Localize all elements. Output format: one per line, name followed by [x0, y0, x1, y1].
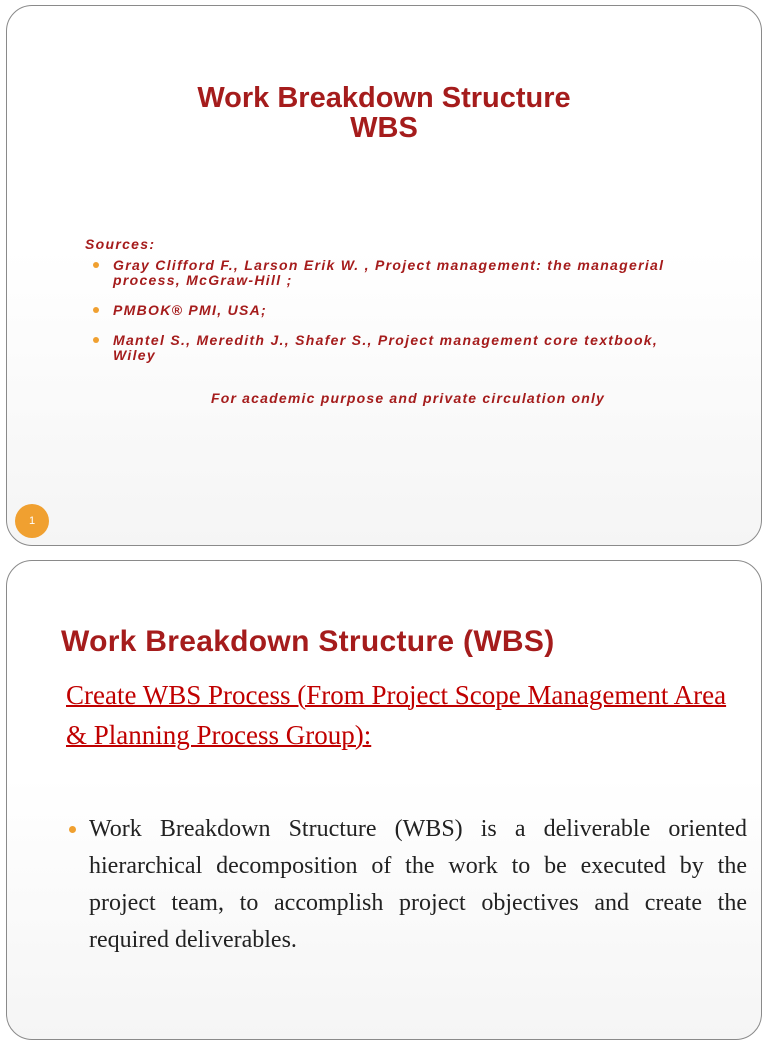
sources-list: [85, 258, 685, 363]
slide-1: [6, 5, 762, 546]
slide-2: [6, 560, 762, 1040]
slide-1-title-line2: WBS: [350, 112, 418, 144]
slide-1-title: [7, 83, 761, 143]
page-number-badge: 1: [15, 504, 49, 538]
slide-1-title-line1: Work Breakdown Structure: [197, 82, 571, 114]
sources-heading: Sources:: [85, 236, 156, 252]
source-item: Gray Clifford F., Larson Erik W. , Project management: the managerial process, McGraw-Hill ;: [85, 258, 685, 288]
slide-2-body: [65, 811, 747, 959]
slide-2-subtitle: Create WBS Process (From Project Scope Management Area & Planning Process Group):: [66, 680, 727, 750]
slide-2-body-text: Work Breakdown Structure (WBS) is a deliverable oriented hierarchical decomposition of the work to be executed by the project team, to accomplish project objectives and create the required deliverables.: [89, 816, 747, 953]
disclaimer: For academic purpose and private circulation only: [210, 390, 606, 406]
source-item: PMBOK® PMI, USA;: [85, 303, 685, 318]
sources-block: [85, 237, 685, 378]
bullet-icon: [69, 826, 76, 833]
source-item: Mantel S., Meredith J., Shafer S., Project management core textbook, Wiley: [85, 333, 685, 363]
slide-2-title: Work Breakdown Structure (WBS): [61, 625, 555, 658]
